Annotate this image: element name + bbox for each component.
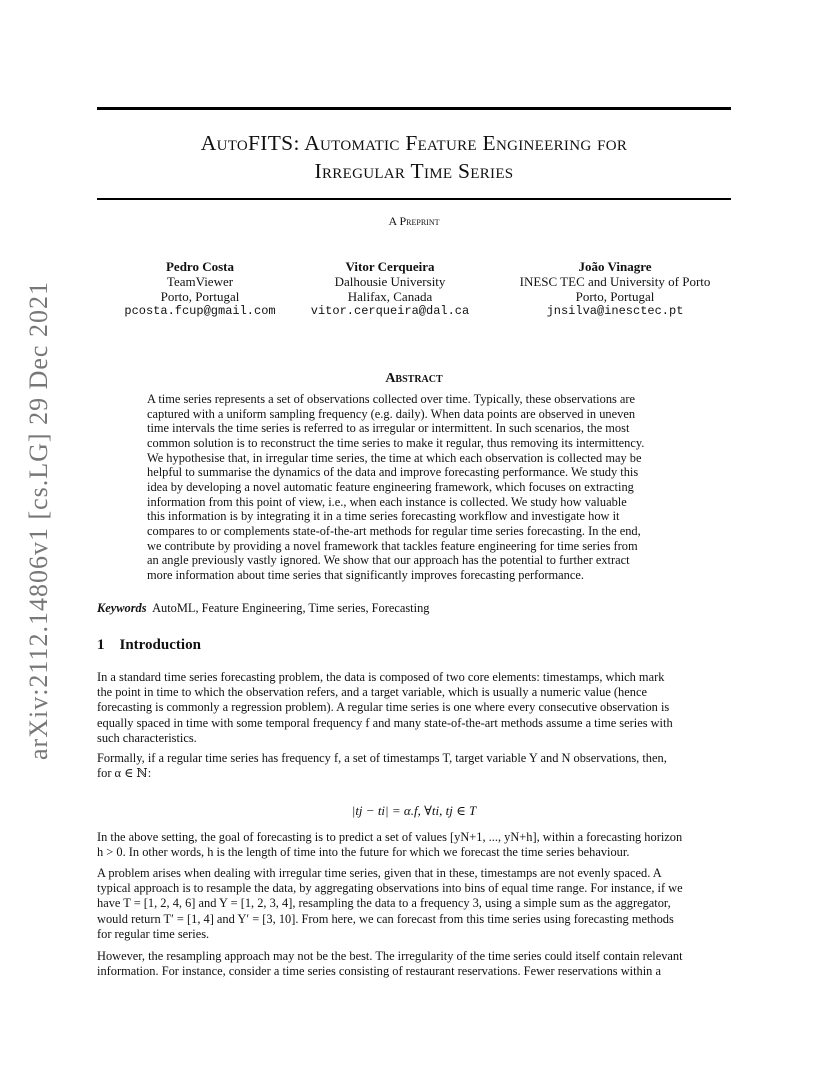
abstract-line: captured with a uniform sampling frequency (e.g. daily). When data points are observed in uneven <box>147 406 636 421</box>
keywords-label: Keywords <box>97 601 147 615</box>
text-line: In a standard time series forecasting problem, the data is composed of two core elements: timestamps, which mark <box>97 670 665 684</box>
author-block-3 <box>495 259 735 319</box>
text-line: In the above setting, the goal of forecasting is to predict a set of values [yN+1, ..., yN+h], within a forecasting horizon <box>97 830 683 844</box>
abstract-line: this information is by integrating it in a time series forecasting workflow and investigate how it <box>147 509 620 524</box>
keywords-text: AutoML, Feature Engineering, Time series, Forecasting <box>152 601 430 615</box>
text-line: equally spaced in time with some temporal frequency f and many state-of-the-art methods assume a time series with <box>97 715 673 730</box>
text-line: such characteristics. <box>97 730 197 745</box>
author-name: Pedro Costa <box>165 259 234 274</box>
text-line: h > 0. In other words, h is the length of time into the future for which we forecast the time series behaviour. <box>97 845 630 860</box>
author-email: pcosta.fcup@gmail.com <box>124 304 276 318</box>
author-affiliation: INESC TEC and University of Porto <box>519 274 711 289</box>
abstract-line: A time series represents a set of observations collected over time. Typically, these observations are <box>147 392 636 406</box>
text-line: for regular time series. <box>97 926 210 941</box>
title-top-rule <box>97 107 731 110</box>
paper-title-line-1: AutoFITS: Automatic Feature Engineering for <box>200 131 628 155</box>
abstract-line: We hypothesise that, in irregular time series, the time at which each observation is collected may be <box>147 450 642 465</box>
section-number: 1 <box>97 637 105 653</box>
author-block-2 <box>290 259 490 319</box>
abstract-line: an angle previously vastly ignored. We show that our approach has the potential to further extract <box>147 553 630 568</box>
abstract-line: common solution is to reconstruct the time series to make it regular, thus removing its intermittency. <box>147 435 645 450</box>
paper-title-line-2: Irregular Time Series <box>314 159 514 183</box>
paragraph-2 <box>97 751 731 781</box>
text-line: typical approach is to resample the data, by aggregating observations into bins of equal time range. For instance, if we <box>97 881 683 896</box>
equation: |tj − ti| = α.f, ∀ti, tj ∈ T <box>351 803 477 818</box>
author-location: Porto, Portugal <box>575 289 655 304</box>
abstract-line: helpful to summarise the dynamics of the data and improve forecasting performance. We study this <box>147 465 639 480</box>
section-heading <box>97 637 201 654</box>
author-email: jnsilva@inesctec.pt <box>546 304 684 318</box>
author-block-1 <box>100 259 300 319</box>
abstract-line: compares to or complements state-of-the-art methods for regular time series forecasting. In the end, <box>147 523 641 538</box>
preprint-label: A Preprint <box>388 214 440 228</box>
text-line: for α ∈ ℕ: <box>97 766 152 781</box>
abstract-line: time intervals the time series is referred to as irregular or intermittent. In such scenarios, the most <box>147 421 630 436</box>
abstract-heading: Abstract <box>385 371 443 386</box>
abstract-line: idea by developing a novel automatic feature engineering framework, which focuses on extracting <box>147 479 634 494</box>
text-line: forecasting is commonly a regression problem). A regular time series is one where every consecutive observation is <box>97 700 670 715</box>
text-line: Formally, if a regular time series has frequency f, a set of timestamps T, target variable Y and N observations, then, <box>97 751 667 765</box>
author-email: vitor.cerqueira@dal.ca <box>310 304 470 318</box>
author-affiliation: TeamViewer <box>166 274 234 289</box>
text-line: would return T′ = [1, 4] and Y′ = [3, 10]. From here, we can forecast from this time series using forecasting methods <box>97 911 674 926</box>
author-name: Vitor Cerqueira <box>345 259 435 274</box>
text-line: have T = [1, 2, 4, 6] and Y = [1, 2, 3, 4], resampling the data to a frequency 3, using a simple sum as the aggregator, <box>97 896 671 911</box>
abstract-line: more information about time series that significantly improves forecasting performance. <box>147 567 584 582</box>
author-location: Porto, Portugal <box>160 289 240 304</box>
text-line: A problem arises when dealing with irregular time series, given that in these, timestamps are not evenly spaced. A <box>97 866 662 880</box>
text-line: information. For instance, consider a time series consisting of restaurant reservations. Fewer reservations within a <box>97 964 661 979</box>
paragraph-3 <box>97 830 731 860</box>
title-bottom-rule <box>97 198 731 200</box>
paragraph-4 <box>97 866 731 942</box>
section-title: Introduction <box>119 637 201 653</box>
abstract-line: we contribute by providing a novel framework that tackles feature engineering for time series from <box>147 538 638 553</box>
author-location: Halifax, Canada <box>347 289 433 304</box>
author-affiliation: Dalhousie University <box>334 274 446 289</box>
arxiv-identifier: arXiv:2112.14806v1 [cs.LG] 29 Dec 2021 <box>24 281 53 760</box>
author-name: João Vinagre <box>578 259 652 274</box>
text-line: However, the resampling approach may not be the best. The irregularity of the time series could itself contain relevant <box>97 949 683 963</box>
abstract-line: information from this point of view, i.e., when each instance is collected. We study how valuable <box>147 494 627 509</box>
text-line: the point in time to which the observation refers, and a target variable, which is usually a numeric value (hence <box>97 685 647 700</box>
keywords-line <box>97 601 731 616</box>
abstract-body <box>147 392 681 583</box>
paragraph-1 <box>97 670 731 746</box>
paragraph-5 <box>97 949 731 979</box>
